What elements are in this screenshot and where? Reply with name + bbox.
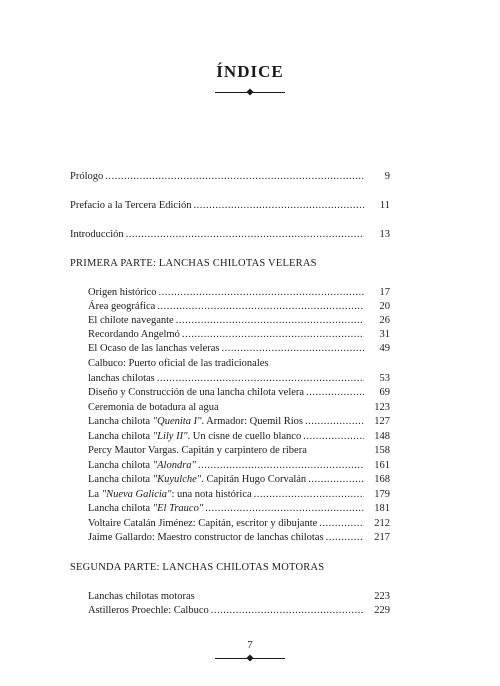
toc-entry — [88, 300, 390, 313]
toc-entry-page: 123 — [374, 402, 390, 413]
footer-ornament — [215, 654, 285, 663]
toc-entry — [88, 531, 390, 544]
toc-entry-page: 212 — [374, 518, 390, 529]
toc-entry — [88, 328, 390, 341]
toc-entry-page: 31 — [379, 329, 390, 340]
toc-entry — [88, 517, 390, 530]
page-title: ÍNDICE — [216, 62, 284, 81]
toc-entry-page: 148 — [374, 431, 390, 442]
toc-entry — [88, 286, 390, 299]
toc-entry-title: Lancha chilota "Quenita I". Armador: Quemil Ríos — [88, 416, 303, 427]
toc-entry-title: Lancha chilota "Lily II". Un cisne de cuello blanco — [88, 431, 302, 442]
toc-entry-page: 229 — [374, 605, 390, 616]
toc-entry-page: 13 — [379, 229, 390, 240]
toc-entry-title: Ceremonia de botadura al agua — [88, 402, 219, 413]
toc-entry-title: Prefacio a la Tercera Edición — [70, 200, 192, 211]
toc-entry-title: Prólogo — [70, 171, 104, 182]
toc-entry-title: Voltaire Catalán Jiménez: Capitán, escritor y dibujante — [88, 518, 318, 529]
toc-entry-title: Lanchas chilotas motoras — [88, 591, 195, 602]
toc-entry — [70, 228, 390, 241]
toc-entry-title: Lancha chilota "El Trauco" — [88, 503, 204, 514]
toc-entry-title: Diseño y Construcción de una lancha chilota velera — [88, 387, 305, 398]
toc-entry — [88, 473, 390, 486]
toc-entry-title: Origen histórico — [88, 287, 157, 298]
toc-entry-page: 168 — [374, 474, 390, 485]
toc-entry — [88, 459, 390, 472]
toc-entry-title: Área geográfica — [88, 301, 156, 312]
toc-entry — [70, 199, 390, 212]
toc-entry — [88, 604, 390, 617]
toc-entry — [88, 502, 390, 515]
toc-entry-page: 69 — [379, 387, 390, 398]
toc-entry — [88, 386, 390, 399]
title-ornament — [215, 88, 285, 97]
toc-entry-page: 127 — [374, 416, 390, 427]
toc-entry — [88, 342, 390, 355]
toc-entry — [88, 372, 390, 385]
part-heading: PRIMERA PARTE: LANCHAS CHILOTAS VELERAS — [70, 258, 317, 269]
toc-entry-title: El Ocaso de las lanchas veleras — [88, 343, 220, 354]
toc-entry — [88, 401, 390, 414]
toc-entry-title: Recordando Angelmó — [88, 329, 180, 340]
toc-entry-page: 49 — [379, 343, 390, 354]
toc-entry-page: 9 — [384, 171, 390, 182]
toc-entry-title: Introducción — [70, 229, 124, 240]
toc-entry-page: 217 — [374, 532, 390, 543]
toc-entry-page: 223 — [374, 591, 390, 602]
toc-entry-page: 179 — [374, 489, 390, 500]
toc-entry-page: 53 — [379, 373, 390, 384]
toc-entry-page: 181 — [374, 503, 390, 514]
page-number: 7 — [247, 639, 253, 651]
toc-entry — [88, 590, 390, 603]
part-heading: SEGUNDA PARTE: LANCHAS CHILOTAS MOTORAS — [70, 562, 325, 573]
toc-entry-title: La "Nueva Galicia": una nota histórica — [88, 489, 252, 500]
toc-entry-title: lanchas chilotas — [88, 373, 155, 384]
toc-entry-title: Calbuco: Puerto oficial de las tradicionales — [88, 358, 269, 369]
toc-entry-page: 26 — [379, 315, 390, 326]
toc-entry-page: 20 — [379, 301, 390, 312]
toc-entry-title: Astilleros Proechle: Calbuco — [88, 605, 209, 616]
toc-entry — [88, 314, 390, 327]
toc-entry — [88, 430, 390, 443]
toc-entry — [88, 488, 390, 501]
toc-entry-title: Lancha chilota "Kuyulche". Capitán Hugo Corvalán — [88, 474, 307, 485]
toc-entry-title: Lancha chilota "Alondra" — [88, 460, 196, 471]
toc-entry-title: Jaime Gallardo: Maestro constructor de lanchas chilotas — [88, 532, 324, 543]
toc-entry-title: Percy Mautor Vargas. Capitán y carpintero de ribera — [88, 445, 307, 456]
toc-entry-page: 11 — [379, 200, 390, 211]
toc-entry — [88, 415, 390, 428]
toc-entry-page: 161 — [374, 460, 390, 471]
toc-entry-page: 17 — [379, 287, 390, 298]
toc-entry-page: 158 — [374, 445, 390, 456]
toc-entry — [70, 170, 390, 183]
toc-entry — [88, 444, 390, 457]
toc-entry-title: El chilote navegante — [88, 315, 174, 326]
